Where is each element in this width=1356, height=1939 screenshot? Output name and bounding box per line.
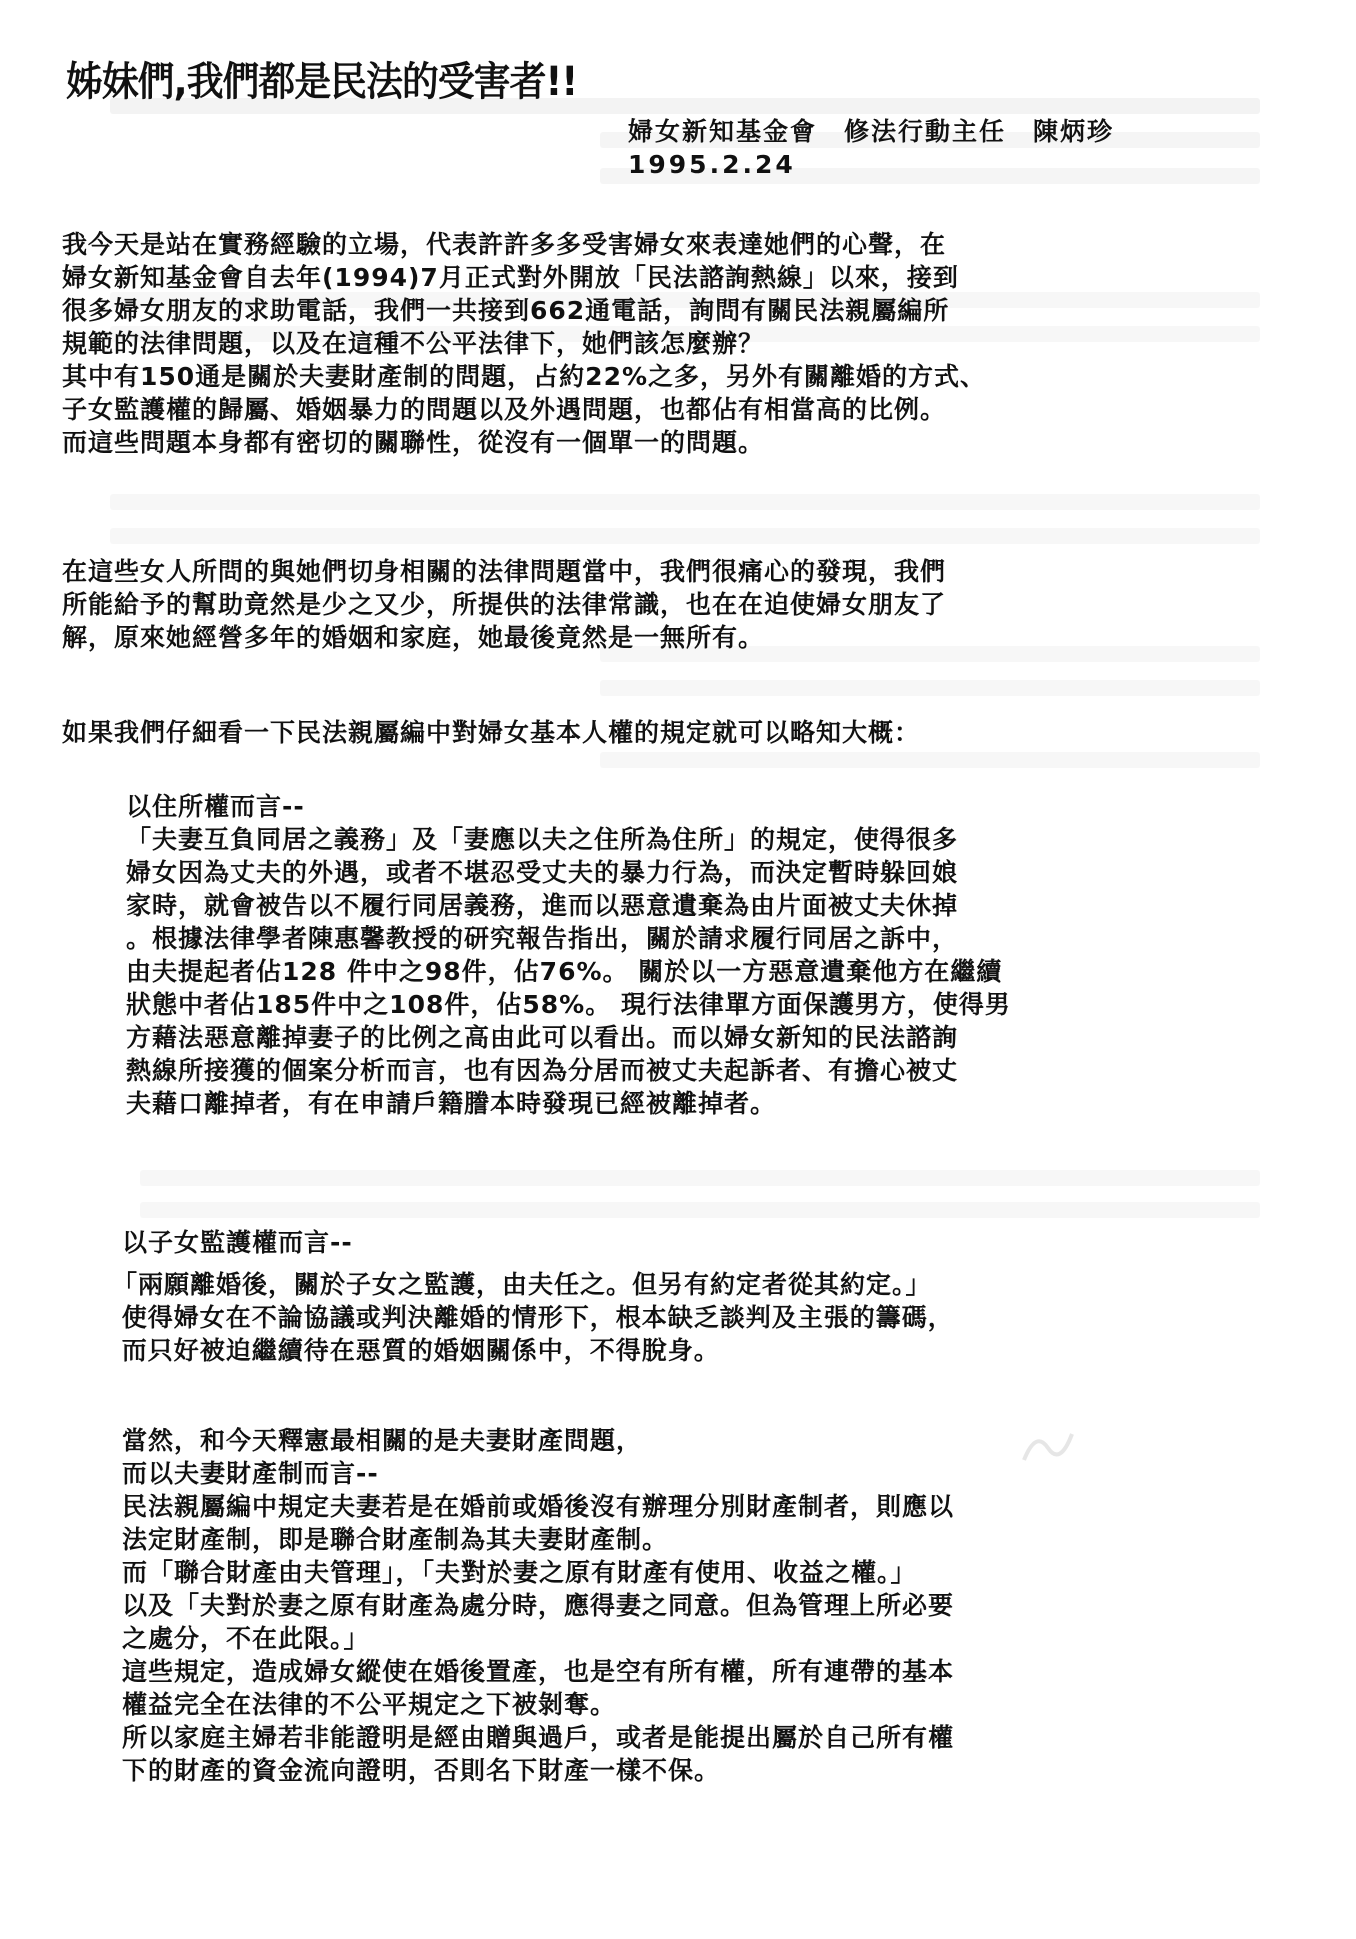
scan-bleed-through [600, 680, 1260, 696]
pain-paragraph: 在這些女人所問的與她們切身相關的法律問題當中，我們很痛心的發現，我們 所能給予的幫助竟然是少之又少，所提供的法律常識，也在在迫使婦女朋友了 解，原來她經營多年的婚姻和家庭，她最後竟然是一無所有。 [62, 557, 947, 652]
scan-bleed-through [140, 1170, 1260, 1186]
author-byline: 婦女新知基金會 修法行動主任 陳炳珍 [628, 117, 1115, 146]
faint-stamp-mark [1018, 1420, 1078, 1470]
intro-paragraph: 我今天是站在實務經驗的立場，代表許許多多受害婦女來表達她們的心聲，在 婦女新知基金會自去年(1994)7月正式對外開放「民法諮詢熱線」以來，接到 很多婦女朋友的求助電話，我們一共接到662通電話，詢問有關民法親屬編所 規範的法律問題，以及在這種不公平法律下，她們該怎麼辦？ 其中有150通是關於夫妻財產制的問題，占約22%之多，另外有關離婚的方式、 子女監護權的歸屬、婚姻暴力的問題以及外遇問題，也都佔有相當高的比例。 而這些問題本身都有密切的關聯性，從沒有一個單一的問題。 [62, 230, 987, 457]
document-date: 1995.2.24 [628, 150, 796, 179]
scan-bleed-through [110, 494, 1260, 510]
property-section: 當然，和今天釋憲最相關的是夫妻財產問題， 而以夫妻財產制而言-- 民法親屬編中規定夫妻若是在婚前或婚後沒有辦理分別財產制者，則應以 法定財產制，即是聯合財產制為其夫妻財產制。 而「聯合財產由夫管理」，「夫對於妻之原有財產有使用、收益之權。」 以及「夫對於妻之原有財產為處分時，應得妻之同意。但為管理上所必要 之處分，不在此限。」 這些規定，造成婦女縱使在婚後置產，也是空有所有權，所有連帶的基本 權益完全在法律的不公平規定之下被剝奪。 所以家庭主婦若非能證明是經由贈與過戶，或者是能提出屬於自己所有權 下的財產的資金流向證明，否則名下財產一樣不保。 [122, 1426, 955, 1785]
document-title: 姊妹們,我們都是民法的受害者!! [66, 59, 578, 105]
residence-rights-section: 以住所權而言-- 「夫妻互負同居之義務」及「妻應以夫之住所為住所」的規定，使得很多 婦女因為丈夫的外遇，或者不堪忍受丈夫的暴力行為，而決定暫時躲回娘 家時，就會被告以不履行同居義務，進而以惡意遺棄為由片面被丈夫休掉 。根據法律學者陳惠馨教授的研究報告指出，關於請求履行同居之訴中， 由夫提起者佔128 件中之98件，佔76%。 關於以一方惡意遺棄他方在繼續 狀態中者佔185件中之108件，佔58%。 現行法律單方面保護男方，使得男 方藉法惡意離掉妻子的比例之高由此可以看出。而以婦女新知的民法諮詢 熱線所接獲的個案分析而言，也有因為分居而被丈夫起訴者、有擔心被丈 夫藉口離掉者，有在申請戶籍謄本時發現已經被離掉者。 [126, 792, 1011, 1118]
custody-heading: 以子女監護權而言-- [122, 1228, 353, 1257]
scan-bleed-through [600, 752, 1260, 768]
scan-bleed-through [140, 1202, 1260, 1218]
custody-section: 「兩願離婚後，關於子女之監護，由夫任之。但另有約定者從其約定。」 使得婦女在不論協議或判決離婚的情形下，根本缺乏談判及主張的籌碼， 而只好被迫繼續待在惡質的婚姻關係中，不得脫身。 [112, 1270, 954, 1365]
scan-bleed-through [110, 528, 1260, 544]
lead-paragraph: 如果我們仔細看一下民法親屬編中對婦女基本人權的規定就可以略知大概： [62, 718, 921, 747]
